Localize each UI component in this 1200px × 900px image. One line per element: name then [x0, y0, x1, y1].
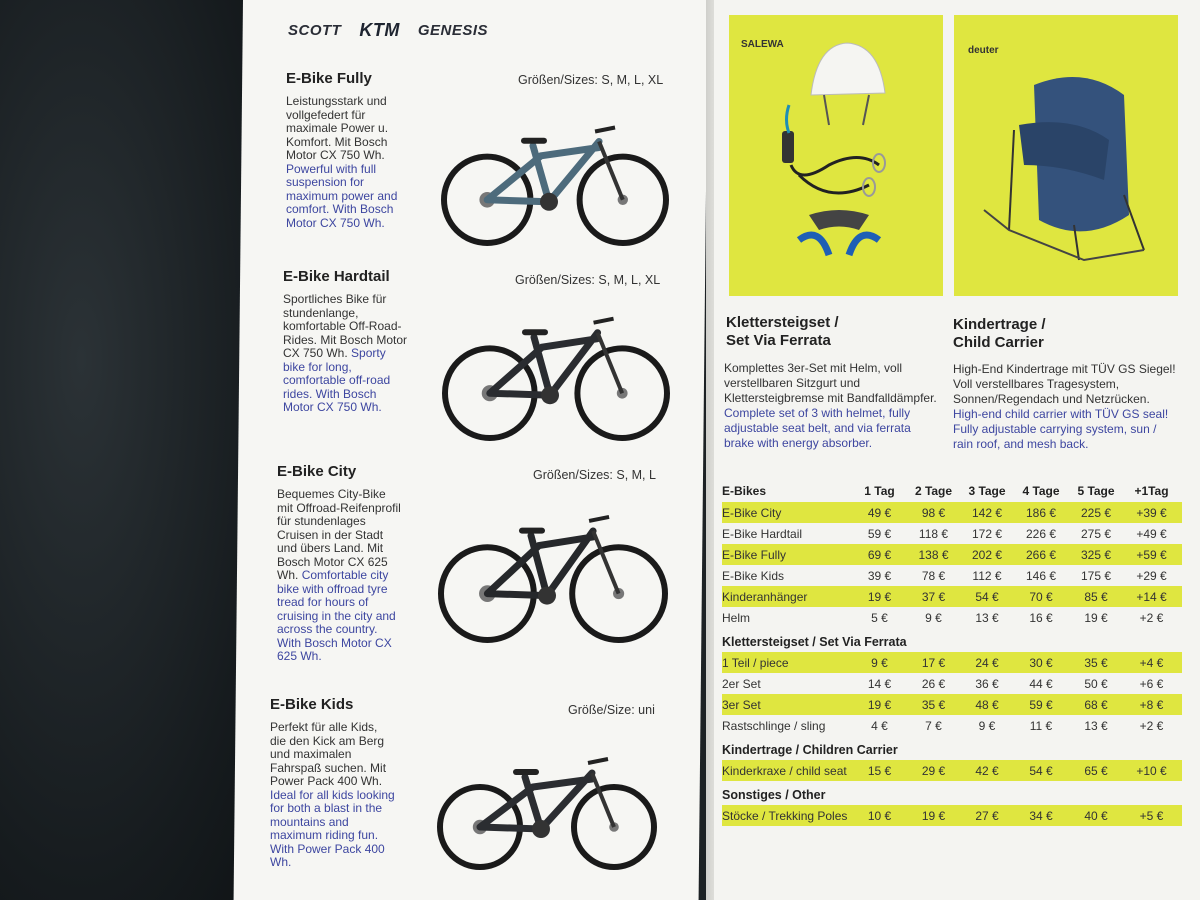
salewa-logo: SALEWA — [741, 39, 784, 50]
desc-german: Bequemes City-Bike mit Offroad-Reifenprofil für stundenlages Cruisen in der Stadt und übers Land. Mit Bosch Motor CX 625 Wh. — [277, 487, 401, 582]
title-line-2: Set Via Ferrata — [726, 332, 831, 349]
price-cell: 15 € — [867, 763, 892, 778]
price-cell: 39 € — [867, 568, 892, 583]
price-cell: 50 € — [1084, 676, 1108, 691]
price-item-name: Stöcke / Trekking Poles — [722, 808, 848, 823]
price-table — [722, 480, 1182, 826]
price-cell: +59 € — [1136, 547, 1167, 562]
brand-logos — [288, 20, 488, 41]
price-cell: 49 € — [867, 505, 892, 520]
bike-description — [277, 488, 403, 664]
bike-card-kids — [270, 696, 655, 869]
desc-english: High-end child carrier with TÜV GS seal! Fully adjustable carrying system, sun / rain roof, and mesh back. — [953, 407, 1169, 451]
price-cell: 325 € — [1080, 547, 1112, 562]
price-section-title: Kindertrage / Children Carrier — [722, 743, 898, 757]
price-cell: 7 € — [925, 718, 942, 733]
genesis-logo: GENESIS — [417, 22, 489, 39]
price-cell: 54 € — [975, 589, 999, 604]
column-header: 5 Tage — [1077, 484, 1115, 498]
price-cell: 13 € — [1084, 718, 1108, 733]
bike-title: E-Bike Hardtail — [283, 268, 390, 285]
front-fork — [592, 773, 614, 827]
price-item-name: E-Bike Fully — [722, 547, 787, 562]
price-item-name: E-Bike Hardtail — [722, 526, 803, 541]
title-line-1: Klettersteigset / — [726, 314, 839, 331]
price-cell: 275 € — [1080, 526, 1112, 541]
bike-image — [441, 302, 671, 442]
price-cell: 19 € — [867, 697, 892, 712]
price-cell: +29 € — [1136, 568, 1167, 583]
motor — [540, 193, 558, 211]
bike-image — [437, 499, 669, 644]
bike-sizes: Größe/Size: uni — [568, 703, 655, 717]
child-carrier-description — [953, 362, 1177, 452]
price-cell: +14 € — [1136, 589, 1167, 604]
price-item-name: 3er Set — [722, 697, 761, 712]
column-header: 3 Tage — [968, 484, 1006, 498]
price-item-name: 2er Set — [722, 676, 761, 691]
bike-sizes: Größen/Sizes: S, M, L, XL — [518, 73, 664, 87]
price-cell: 175 € — [1080, 568, 1112, 583]
price-section-title: Klettersteigset / Set Via Ferrata — [722, 635, 907, 649]
price-item-name: E-Bike Kids — [722, 568, 785, 583]
price-row — [722, 544, 1182, 565]
handlebar — [588, 759, 608, 763]
scott-logo: SCOTT — [288, 22, 342, 39]
bike-sizes: Größen/Sizes: S, M, L — [533, 468, 656, 482]
column-header: 4 Tage — [1022, 484, 1060, 498]
price-cell: 11 € — [1029, 718, 1053, 733]
via-ferrata-photo — [729, 15, 943, 296]
column-header: 1 Tag — [864, 484, 895, 498]
price-cell: 70 € — [1029, 589, 1053, 604]
desc-german: Perfekt für alle Kids, die den Kick am Berg und maximalen Fahrspaß suchen. Mit Power Pack 400 Wh. — [270, 720, 387, 788]
price-row — [722, 805, 1182, 826]
price-cell: 85 € — [1084, 589, 1108, 604]
price-section-title: Sonstiges / Other — [722, 788, 826, 802]
price-cell: 17 € — [921, 655, 946, 670]
bike-frame — [487, 531, 593, 596]
price-row — [722, 673, 1182, 694]
price-cell: +6 € — [1139, 676, 1164, 691]
column-header: +1Tag — [1134, 484, 1169, 498]
price-cell: 186 € — [1025, 505, 1057, 520]
price-cell: 69 € — [867, 547, 892, 562]
price-cell: 78 € — [921, 568, 946, 583]
price-cell: 10 € — [867, 808, 892, 823]
price-row — [722, 523, 1182, 544]
bike-card-city — [277, 463, 656, 663]
price-cell: 35 € — [1084, 655, 1108, 670]
price-item-name: Helm — [722, 610, 751, 625]
via-ferrata-image — [729, 15, 943, 296]
price-cell: 202 € — [971, 547, 1003, 562]
bike-card-fully — [286, 70, 664, 230]
price-cell: 26 € — [921, 676, 946, 691]
bike-sizes: Größen/Sizes: S, M, L, XL — [515, 273, 661, 287]
column-header: 2 Tage — [914, 484, 953, 498]
front-fork — [593, 531, 619, 594]
price-cell: +2 € — [1139, 610, 1164, 625]
bike-description — [283, 293, 409, 415]
bike-image — [440, 112, 670, 247]
price-cell: 27 € — [975, 808, 999, 823]
price-cell: 37 € — [921, 589, 946, 604]
price-cell: 13 € — [975, 610, 999, 625]
price-cell: 65 € — [1084, 763, 1108, 778]
bike-title: E-Bike City — [277, 463, 357, 480]
bike-title: E-Bike Fully — [286, 70, 372, 87]
via-ferrata-title — [726, 314, 839, 350]
title-line-2: Child Carrier — [953, 334, 1044, 351]
column-header: E-Bikes — [722, 484, 767, 498]
desc-german: Leistungsstark und vollgefedert für maximale Power u. Komfort. Mit Bosch Motor CX 750 Wh. — [286, 94, 389, 162]
bike-image — [436, 746, 658, 871]
price-cell: +8 € — [1139, 697, 1164, 712]
price-cell: 9 € — [871, 655, 888, 670]
price-item-name: 1 Teil / piece — [722, 655, 789, 670]
price-cell: 48 € — [975, 697, 999, 712]
motor — [541, 386, 559, 404]
price-cell: +10 € — [1136, 763, 1167, 778]
price-row — [722, 694, 1182, 715]
ktm-logo: KTM — [359, 20, 400, 40]
price-cell: 225 € — [1080, 505, 1112, 520]
saddle — [513, 769, 539, 775]
price-cell: 68 € — [1084, 697, 1108, 712]
title-line-1: Kindertrage / — [953, 316, 1046, 333]
price-table-header — [722, 480, 1182, 502]
price-cell: 59 € — [867, 526, 892, 541]
price-row — [722, 502, 1182, 523]
price-item-name: Rastschlinge / sling — [722, 718, 826, 733]
leather-background — [0, 0, 270, 900]
price-cell: +39 € — [1136, 505, 1167, 520]
price-row — [722, 760, 1182, 781]
bike-description — [270, 721, 396, 870]
bike-frame — [490, 333, 598, 395]
price-cell: 142 € — [971, 505, 1003, 520]
price-cell: 9 € — [925, 610, 942, 625]
bike-description — [286, 95, 412, 230]
price-cell: +4 € — [1139, 655, 1164, 670]
price-cell: 24 € — [975, 655, 999, 670]
price-cell: 40 € — [1084, 808, 1108, 823]
motor — [532, 820, 550, 838]
desc-english: Ideal for all kids looking for both a blast in the mountains and maximum riding fun. With Power Pack 400 Wh. — [270, 787, 395, 869]
desc-german: Sportliches Bike für stundenlange, komfortable Off-Road-Rides. Mit Bosch Motor CX 750 Wh. — [283, 292, 408, 360]
desc-english: Powerful with full suspension for maximum power and comfort. With Bosch Motor CX 750 Wh. — [286, 161, 398, 230]
price-cell: 36 € — [975, 676, 999, 691]
price-row — [722, 715, 1182, 736]
price-cell: 226 € — [1025, 526, 1057, 541]
child-carrier-title — [953, 316, 1046, 352]
price-item-name: Kinderkraxe / child seat — [722, 763, 847, 778]
price-cell: 112 € — [972, 568, 1002, 583]
price-cell: +2 € — [1139, 718, 1164, 733]
price-row — [722, 652, 1182, 673]
price-cell: 266 € — [1025, 547, 1057, 562]
price-cell: 19 € — [1084, 610, 1108, 625]
price-row — [722, 565, 1182, 586]
desc-german: High-End Kindertrage mit TÜV GS Siegel! Voll verstellbares Tragesystem, Sonnen/Regendach und Netzrücken. — [953, 362, 1176, 406]
price-cell: 59 € — [1029, 697, 1053, 712]
price-cell: +49 € — [1136, 526, 1167, 541]
price-cell: 118 € — [918, 526, 949, 541]
price-row — [722, 586, 1182, 607]
price-cell: 98 € — [921, 505, 946, 520]
deuter-logo: deuter — [968, 45, 999, 56]
price-cell: 54 € — [1029, 763, 1053, 778]
motor — [538, 587, 556, 605]
price-cell: 19 € — [921, 808, 946, 823]
price-cell: 9 € — [978, 718, 996, 733]
price-cell: 5 € — [871, 610, 888, 625]
price-cell: 42 € — [975, 763, 999, 778]
price-row — [722, 607, 1182, 628]
front-fork — [598, 333, 623, 393]
price-item-name: E-Bike City — [722, 505, 782, 520]
desc-german: Komplettes 3er-Set mit Helm, voll verstellbaren Sitzgurt und Klettersteigbremse mit Bandfalldämpfer. — [724, 361, 937, 405]
price-sections — [722, 502, 1182, 826]
desc-english: Sporty bike for long, comfortable off-road rides. With Bosch Motor CX 750 Wh. — [283, 346, 391, 414]
price-cell: 172 € — [971, 526, 1003, 541]
handlebar — [595, 127, 615, 131]
price-cell: 35 € — [921, 697, 946, 712]
handlebar — [594, 319, 614, 323]
price-item-name: Kinderanhänger — [722, 589, 808, 604]
via-ferrata-description — [724, 361, 944, 451]
saddle — [521, 138, 547, 144]
price-cell: 29 € — [921, 763, 946, 778]
desc-english: Comfortable city bike with offroad tyre tread for hours of cruising in the city and across the country. With Bosch Motor CX 625 Wh. — [277, 568, 396, 663]
handlebar — [589, 517, 609, 521]
price-cell: 146 € — [1025, 568, 1057, 583]
saddle — [522, 329, 548, 335]
price-cell: 19 € — [867, 589, 892, 604]
child-carrier-photo — [954, 15, 1178, 296]
bike-card-hardtail — [283, 268, 661, 414]
front-fork — [599, 141, 623, 199]
price-cell: 44 € — [1029, 676, 1053, 691]
price-cell: 30 € — [1029, 655, 1053, 670]
bike-title: E-Bike Kids — [270, 696, 354, 713]
price-cell: 4 € — [871, 718, 888, 733]
price-cell: 16 € — [1029, 610, 1053, 625]
price-cell: 14 € — [867, 676, 892, 691]
child-carrier-image — [954, 15, 1178, 296]
price-cell: +5 € — [1139, 808, 1164, 823]
desc-english: Complete set of 3 with helmet, fully adjustable seat belt, and via ferrata brake with energy absorber. — [724, 406, 911, 450]
price-cell: 138 € — [918, 547, 949, 562]
saddle — [519, 528, 545, 534]
price-cell: 34 € — [1029, 808, 1053, 823]
